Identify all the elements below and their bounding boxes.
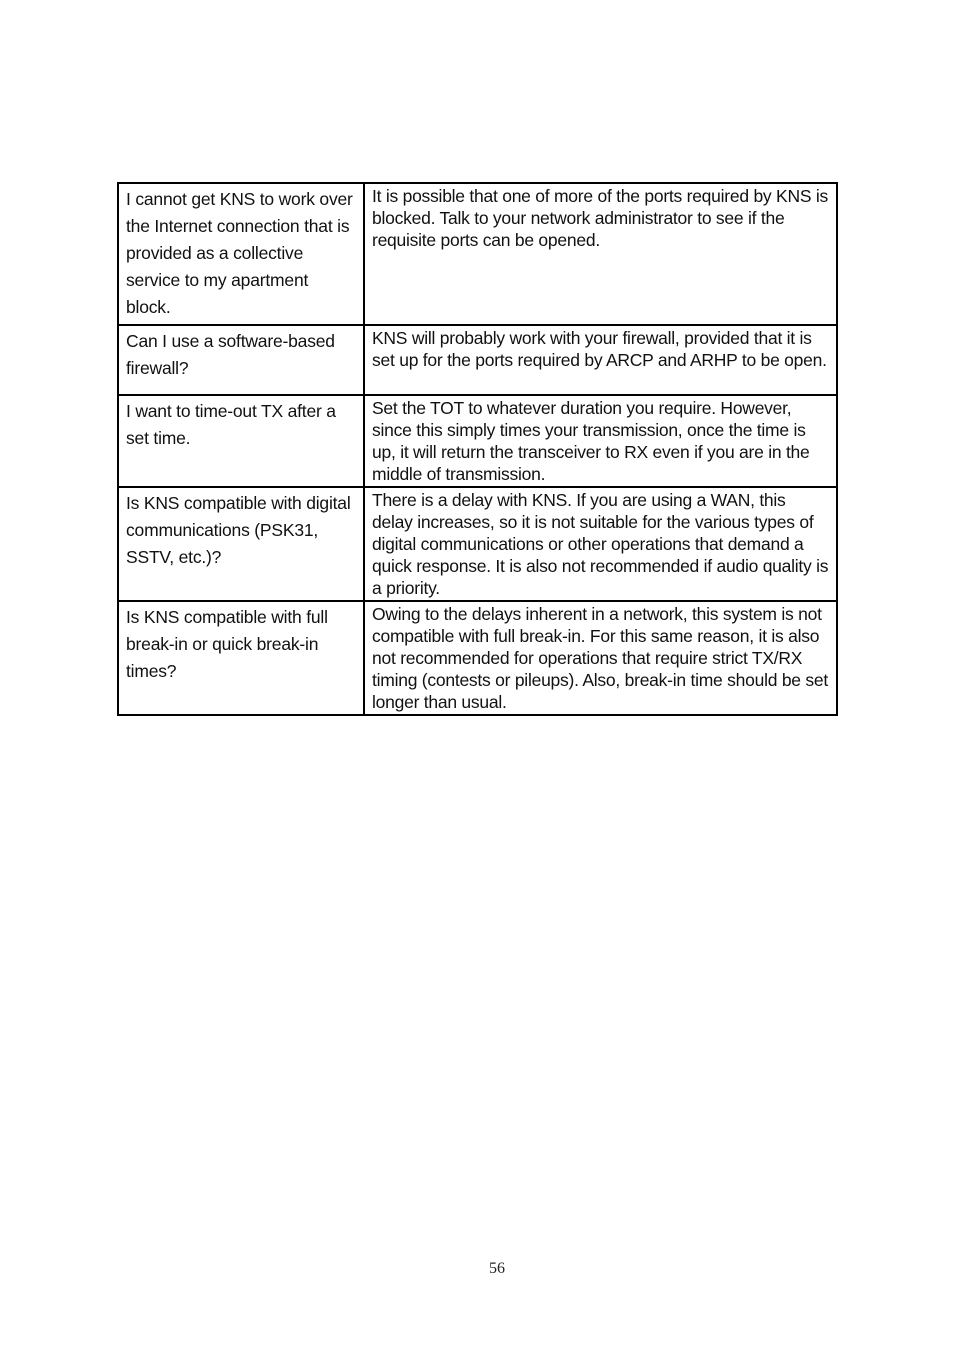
answer-cell: Set the TOT to whatever duration you require. However, since this simply times your transmission, once the time is up, it will return the transceiver to RX even if you are in the middle of transmission. bbox=[364, 395, 837, 487]
answer-cell: There is a delay with KNS. If you are using a WAN, this delay increases, so it is not suitable for the various types of digital communications or other operations that demand a quick response. It is also not recommended if audio quality is a priority. bbox=[364, 487, 837, 601]
question-cell: Is KNS compatible with digital communications (PSK31, SSTV, etc.)? bbox=[118, 487, 364, 601]
answer-cell: Owing to the delays inherent in a network, this system is not compatible with full break-in. For this same reason, it is also not recommended for operations that require strict TX/RX timing (contests or pileups). Also, break-in time should be set longer than usual. bbox=[364, 601, 837, 715]
table-row bbox=[118, 601, 837, 715]
page-number: 56 bbox=[489, 1260, 505, 1277]
question-cell: Is KNS compatible with full break-in or quick break-in times? bbox=[118, 601, 364, 715]
question-cell: I cannot get KNS to work over the Internet connection that is provided as a collective service to my apartment block. bbox=[118, 183, 364, 325]
table-row bbox=[118, 325, 837, 395]
table-row bbox=[118, 183, 837, 325]
answer-cell: KNS will probably work with your firewall, provided that it is set up for the ports required by ARCP and ARHP to be open. bbox=[364, 325, 837, 395]
answer-cell: It is possible that one of more of the ports required by KNS is blocked. Talk to your network administrator to see if the requisite ports can be opened. bbox=[364, 183, 837, 325]
question-cell: I want to time-out TX after a set time. bbox=[118, 395, 364, 487]
question-cell: Can I use a software-based firewall? bbox=[118, 325, 364, 395]
faq-table bbox=[117, 182, 838, 716]
table-row bbox=[118, 395, 837, 487]
table-row bbox=[118, 487, 837, 601]
